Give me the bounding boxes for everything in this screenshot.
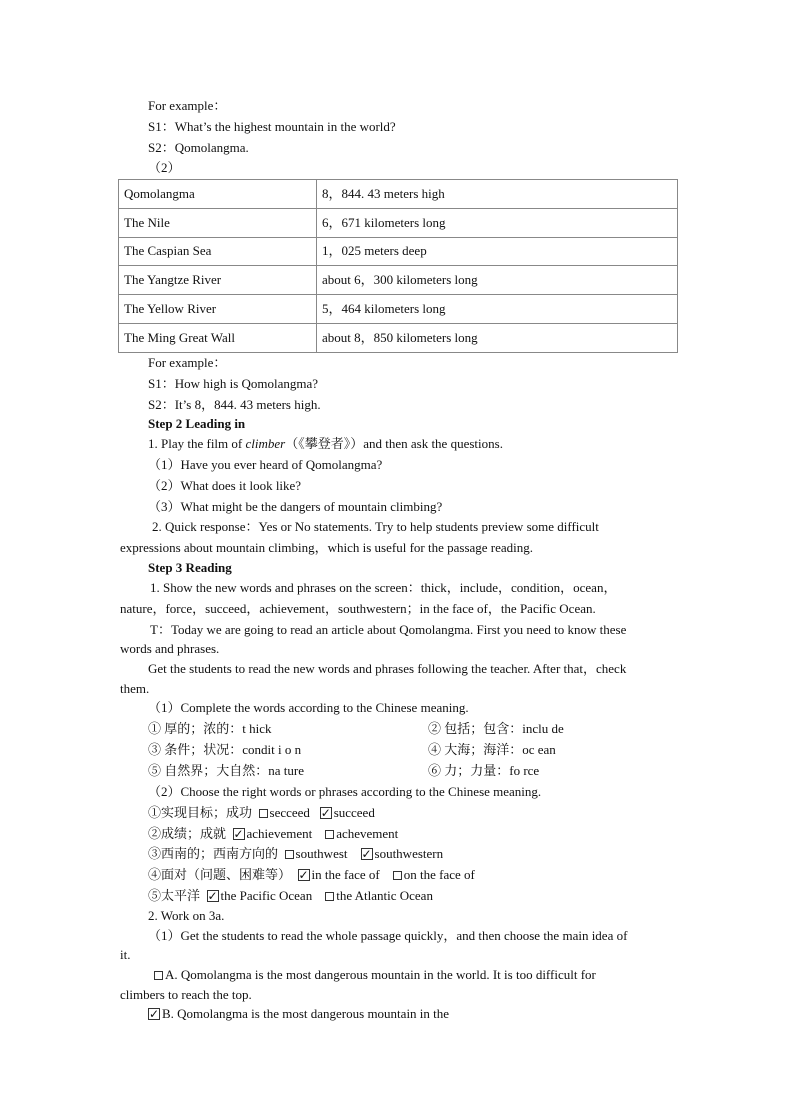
table-row xyxy=(119,295,678,324)
answer-b-line-1: ✓B. Qomolangma is the most dangerous mountain in the xyxy=(148,1006,449,1022)
word-item-1: ① 厚的；浓的：t hick xyxy=(148,721,272,736)
unchecked-box-icon xyxy=(154,971,163,980)
reading-item-1-line-1: 1. Show the new words and phrases on the screen：thick，include，condition，ocean， xyxy=(150,580,617,595)
table-cell: The Ming Great Wall xyxy=(119,323,317,352)
quick-response-line-2: expressions about mountain climbing，which is useful for the passage reading. xyxy=(120,540,534,555)
question-3: （3）What might be the dangers of mountain climbing? xyxy=(148,499,443,514)
table-cell: Qomolangma xyxy=(119,180,317,209)
main-idea-line-1: （1）Get the students to read the whole passage quickly，and then choose the main idea of xyxy=(148,928,628,943)
unchecked-box-icon xyxy=(325,830,334,839)
exercise-1-title: （1）Complete the words according to the Chinese meaning. xyxy=(148,700,469,715)
table-cell: The Yellow River xyxy=(119,295,317,324)
choice-option: achievement xyxy=(246,826,313,841)
checked-box-icon xyxy=(207,890,219,902)
facts-table xyxy=(118,179,678,353)
question-2: （2）What does it look like? xyxy=(148,478,302,493)
choice-option: southwestern xyxy=(374,846,444,861)
choice-option: on the face of xyxy=(403,867,475,882)
choice-meaning: ③西南的；西南方向的 xyxy=(148,846,279,861)
choice-option: southwest xyxy=(295,846,348,861)
example-label-2: For example： xyxy=(148,355,227,370)
table-cell: about 8，850 kilometers long xyxy=(317,323,678,352)
checked-box-icon xyxy=(298,869,310,881)
choice-row-5 xyxy=(148,888,433,904)
table-cell: 8，844. 43 meters high xyxy=(317,180,678,209)
step-2-heading: Step 2 Leading in xyxy=(148,416,246,431)
table-cell: 6，671 kilometers long xyxy=(317,208,678,237)
word-item-4: ④ 大海；海洋：oc ean xyxy=(428,742,556,757)
choice-row-1 xyxy=(148,805,375,821)
choice-meaning: ①实现目标；成功 xyxy=(148,805,253,820)
answer-a-line-2: climbers to reach the top. xyxy=(120,987,252,1002)
table-row xyxy=(119,180,678,209)
table-cell: 5，464 kilometers long xyxy=(317,295,678,324)
choice-option: secceed xyxy=(269,805,310,820)
choice-meaning: ⑤太平洋 xyxy=(148,888,201,903)
instruction-line-1: Get the students to read the new words and phrases following the teacher. After that，check xyxy=(148,661,627,676)
choice-option: the Pacific Ocean xyxy=(220,888,313,903)
choice-option: in the face of xyxy=(311,867,380,882)
choice-row-4 xyxy=(148,867,475,883)
step-3-heading: Step 3 Reading xyxy=(148,560,232,575)
choice-meaning: ②成绩；成就 xyxy=(148,826,227,841)
checked-box-icon xyxy=(361,848,373,860)
table-row xyxy=(119,323,678,352)
instruction-line-2: them. xyxy=(120,681,150,696)
main-idea-line-2: it. xyxy=(120,947,131,962)
unchecked-box-icon xyxy=(325,892,334,901)
example-s1-1: S1：What’s the highest mountain in the world? xyxy=(148,119,396,134)
question-1: （1）Have you ever heard of Qomolangma? xyxy=(148,457,383,472)
table-row xyxy=(119,237,678,266)
example-s1-2: S1：How high is Qomolangma? xyxy=(148,376,319,391)
choice-row-3 xyxy=(148,846,443,862)
example-s2-2: S2：It’s 8，844. 43 meters high. xyxy=(148,397,321,412)
teacher-line-2: words and phrases. xyxy=(120,641,220,656)
exercise-2-title: （2）Choose the right words or phrases according to the Chinese meaning. xyxy=(148,784,542,799)
table-row xyxy=(119,266,678,295)
table-cell: The Caspian Sea xyxy=(119,237,317,266)
quick-response-line-1: 2. Quick response：Yes or No statements. Try to help students preview some difficult xyxy=(152,519,599,534)
checked-box-icon xyxy=(148,1008,160,1020)
part-2-label: （2） xyxy=(148,160,181,175)
work-on-3a: 2. Work on 3a. xyxy=(148,908,225,923)
reading-item-1-line-2: nature，force，succeed，achievement，southwestern；in the face of，the Pacific Ocean. xyxy=(120,601,596,616)
word-item-6: ⑥ 力；力量：fo rce xyxy=(428,763,540,778)
unchecked-box-icon xyxy=(259,809,268,818)
table-row xyxy=(119,208,678,237)
word-item-2: ② 包括；包含：inclu de xyxy=(428,721,564,736)
checked-box-icon xyxy=(320,807,332,819)
example-label-1: For example： xyxy=(148,98,227,113)
choice-option: achevement xyxy=(336,826,399,841)
word-item-5: ⑤ 自然界；大自然：na ture xyxy=(148,763,304,778)
unchecked-box-icon xyxy=(285,850,294,859)
answer-a-line-1: A. Qomolangma is the most dangerous mountain in the world. It is too difficult for xyxy=(154,967,596,983)
checked-box-icon xyxy=(233,828,245,840)
choice-option: the Atlantic Ocean xyxy=(336,888,433,903)
table-cell: The Yangtze River xyxy=(119,266,317,295)
choice-meaning: ④面对（问题、困难等） xyxy=(148,867,292,882)
example-s2-1: S2：Qomolangma. xyxy=(148,140,249,155)
choice-row-2 xyxy=(148,826,398,842)
choice-option: succeed xyxy=(333,805,375,820)
table-cell: The Nile xyxy=(119,208,317,237)
table-cell: about 6，300 kilometers long xyxy=(317,266,678,295)
word-item-3: ③ 条件；状况：condit i o n xyxy=(148,742,302,757)
step-2-item-1: 1. Play the film of climber（《攀登者》）and then ask the questions. xyxy=(148,436,503,451)
unchecked-box-icon xyxy=(393,871,402,880)
teacher-line-1: T：Today we are going to read an article about Qomolangma. First you need to know these xyxy=(150,622,627,637)
table-cell: 1，025 meters deep xyxy=(317,237,678,266)
